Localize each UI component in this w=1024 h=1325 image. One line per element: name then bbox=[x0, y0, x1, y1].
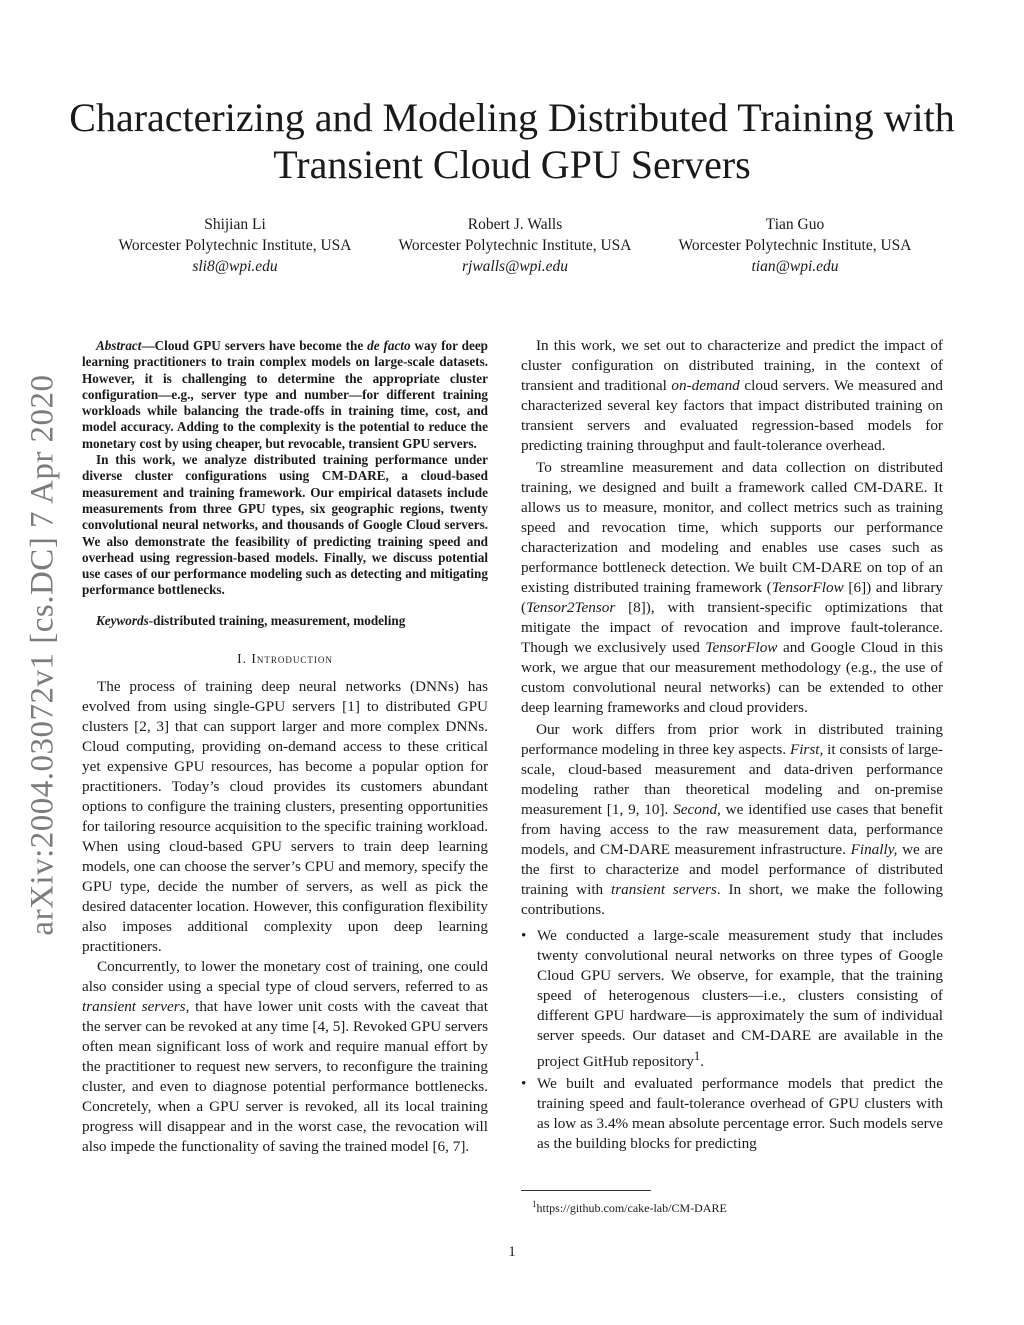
body-text: To streamline measurement and data collection on distributed training, we designed and built a framework called CM-DARE. It allows us to measure, monitor, and collect metrics such as training speed and revocation time, which supports our performance characterization and modeling and enables use cases such as performance bottleneck detection. We built CM-DARE on top of an existing distributed training framework ( bbox=[521, 459, 943, 596]
body-text: we identified use cases that benefit from having access to the raw measurement data, performance models, and CM-DARE measurement infrastructure. bbox=[521, 801, 943, 858]
body-emphasis: TensorFlow bbox=[705, 639, 778, 656]
body-emphasis: Tensor2Tensor bbox=[526, 599, 616, 616]
body-text: , that have lower unit costs with the caveat that the server can be revoked at any time [4, 5]. Revoked GPU servers often mean significant loss of work and require manual effort by the practitioner to request new servers, to reconfigure the training cluster, and even to diagnose potential performance bottlenecks. Concretely, when a GPU server is revoked, all its local training progress will disappear and in the worst case, the revocation will also impede the functionality of saving the trained model [6, 7]. bbox=[82, 998, 488, 1156]
body-emphasis: on-demand bbox=[671, 377, 740, 394]
footnote-divider bbox=[521, 1190, 651, 1191]
body-text: Concurrently, to lower the monetary cost of training, one could also consider using a special type of cloud servers, referred to as bbox=[82, 958, 488, 996]
body-text: it consists of large-scale, cloud-based measurement and data-driven performance modeling rather than theoretical modeling and on-premise measurement [1, 9, 10]. bbox=[521, 741, 943, 818]
body-paragraph bbox=[521, 458, 943, 718]
author-affiliation: Worcester Polytechnic Institute, USA bbox=[398, 237, 632, 254]
body-emphasis: TensorFlow bbox=[771, 579, 844, 596]
footnote-marker: 1 bbox=[693, 1049, 701, 1063]
body-paragraph bbox=[82, 957, 488, 1157]
abstract-emphasis: de facto bbox=[367, 338, 411, 353]
body-text: we are the first to characterize and model performance of distributed training with bbox=[521, 841, 944, 898]
footnote-mark: 1 bbox=[532, 1199, 537, 1209]
body-paragraph bbox=[521, 336, 943, 456]
body-text: cloud servers. We measured and characterized several key factors that impact distributed training on transient servers and evaluated regression-based models for predicting training throughput and fault-tolerance overhead. bbox=[521, 377, 943, 454]
author-name: Shijian Li bbox=[204, 216, 266, 233]
author-email: rjwalls@wpi.edu bbox=[462, 258, 568, 275]
author-email: sli8@wpi.edu bbox=[192, 258, 278, 275]
footnote bbox=[532, 1197, 727, 1216]
intro-text-right bbox=[521, 336, 943, 920]
body-text: [6]) and library ( bbox=[521, 579, 943, 616]
body-text: . In short, we make the following contributions. bbox=[521, 881, 943, 918]
abstract-paragraph-2: In this work, we analyze distributed training performance under diverse cluster configurations using CM-DARE, a cloud-based measurement and training framework. Our empirical datasets include measurements from three GPU types, six geographic regions, twenty convolutional neural networks, and thousands of Google Cloud servers. We also demonstrate the feasibility of predicting training speed and overhead using regression-based models. Finally, we discuss potential use cases of our performance modeling such as detecting and mitigating performance bottlenecks. bbox=[82, 452, 488, 598]
intro-text-left bbox=[82, 677, 488, 1157]
body-text: Our work differs from prior work in distributed training performance modeling in three key aspects. bbox=[521, 721, 943, 758]
body-paragraph: The process of training deep neural networks (DNNs) has evolved from using single-GPU servers [1] to distributed GPU clusters [2, 3] that can support larger and more complex DNNs. Cloud computing, providing on-demand access to these critical yet expensive GPU resources, has become a popular option for practitioners. Today’s cloud provides its customers abundant options to configure the training clusters, presenting opportunities for tailoring resource acquisition to the specific training workload. When using cloud-based GPU servers to train deep learning models, one can choose the server’s CPU and memory, specify the GPU type, decide the number of servers, as well as pick the desired datacenter location. However, this configuration flexibility also imposes additional complexity upon deep learning practitioners. bbox=[82, 678, 488, 956]
right-column bbox=[521, 336, 943, 1156]
author-3 bbox=[660, 214, 930, 277]
section-number: I. bbox=[237, 651, 247, 667]
author-2 bbox=[380, 214, 650, 277]
arxiv-sidebar bbox=[8, 345, 78, 965]
abstract-label: Abstract bbox=[96, 338, 142, 353]
body-emphasis: transient servers bbox=[611, 881, 717, 898]
author-affiliation: Worcester Polytechnic Institute, USA bbox=[678, 237, 912, 254]
page-number: 1 bbox=[508, 1244, 516, 1260]
body-text: [8]), with transient-specific optimizations that mitigate the impact of revocation and improve fault-tolerance. Though we exclusively used bbox=[521, 599, 943, 656]
abstract bbox=[82, 338, 488, 599]
body-text: and Google Cloud in this work, we argue that our measurement methodology (e.g., the use of custom convolutional neural networks) can be extended to other deep learning frameworks and cloud providers. bbox=[521, 639, 944, 716]
body-emphasis: Finally, bbox=[850, 841, 898, 858]
list-item: • We built and evaluated performance models that predict the training speed and fault-tolerance overhead of GPU clusters with as low as 3.4% mean absolute percentage error. Such models serve as the building blocks for predicting bbox=[521, 1074, 943, 1154]
list-item bbox=[521, 926, 943, 1072]
section-title: Introduction bbox=[251, 651, 333, 667]
body-emphasis: Second, bbox=[673, 801, 721, 818]
author-block bbox=[100, 214, 930, 277]
abstract-paragraph-1 bbox=[82, 338, 488, 452]
abstract-text: way for deep learning practitioners to train complex models on large-scale datasets. However, it is challenging to determine the appropriate cluster configuration—e.g., server type and number—for different training workloads while balancing the trade-offs in training time, cost, and model accuracy. Adding to the complexity is the potential to reduce the monetary cost by using cheaper, but revocable, transient GPU servers. bbox=[82, 338, 489, 451]
body-emphasis: First, bbox=[789, 741, 824, 758]
author-name: Tian Guo bbox=[765, 216, 825, 233]
paper-title: Characterizing and Modeling Distributed Training with Transient Cloud GPU Servers bbox=[69, 95, 955, 187]
body-paragraph bbox=[521, 720, 943, 920]
body-text: In this work, we set out to characterize and predict the impact of cluster configuration on distributed training, in the context of transient and traditional bbox=[521, 337, 943, 394]
body-emphasis: transient servers bbox=[82, 998, 186, 1016]
keywords-label: Keywords bbox=[96, 612, 149, 628]
contributions-list bbox=[521, 926, 943, 1154]
abstract-text: —Cloud GPU servers have become the bbox=[141, 338, 368, 353]
arxiv-stamp: arXiv:2004.03072v1 [cs.DC] 7 Apr 2020 bbox=[24, 374, 61, 936]
keywords bbox=[82, 613, 488, 629]
footnote-link[interactable]: https://github.com/cake-lab/CM-DARE bbox=[536, 1201, 727, 1215]
list-item-text: . bbox=[700, 1053, 705, 1071]
author-affiliation: Worcester Polytechnic Institute, USA bbox=[118, 237, 352, 254]
section-heading bbox=[82, 651, 488, 667]
author-email: tian@wpi.edu bbox=[751, 258, 839, 275]
left-column bbox=[82, 338, 488, 1157]
list-item-text: We conducted a large-scale measurement study that includes twenty convolutional neural networks on three types of Google Cloud GPU servers. We observe, for example, that the training speed of heterogenous clusters—i.e., clusters consisting of different GPU hardware—is approximately the sum of individual server speeds. Our dataset and CM-DARE are available in the project GitHub repository bbox=[537, 927, 943, 1071]
author-1 bbox=[100, 214, 370, 277]
author-name: Robert J. Walls bbox=[467, 216, 563, 233]
keywords-text: -distributed training, measurement, modeling bbox=[148, 612, 406, 628]
